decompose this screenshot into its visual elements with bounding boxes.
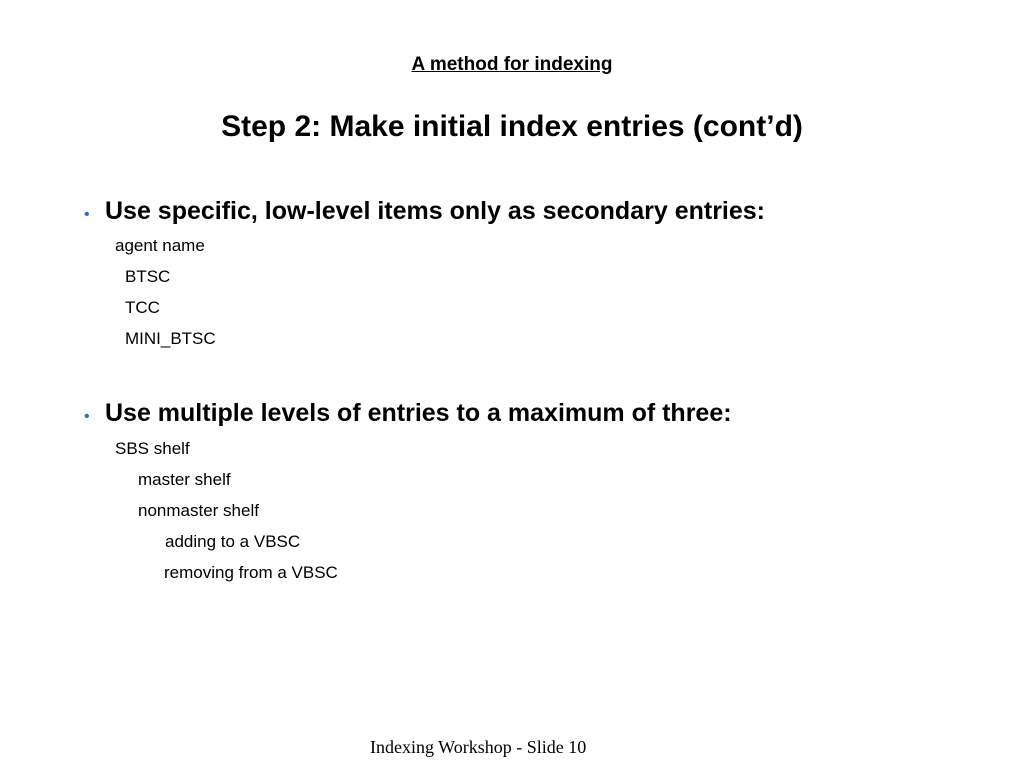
slide-kicker: A method for indexing	[411, 54, 613, 75]
entry-mini-btsc: MINI_BTSC	[125, 329, 216, 348]
bullet-2-text: Use multiple levels of entries to a maximum of three:	[105, 399, 732, 427]
slide-title: Step 2: Make initial index entries (cont’d)	[221, 110, 803, 143]
bullet-dot-icon: •	[84, 206, 90, 223]
entry-adding-to-vbsc: adding to a VBSC	[165, 532, 301, 551]
entry-nonmaster-shelf: nonmaster shelf	[138, 501, 259, 520]
entry-sbs-shelf: SBS shelf	[115, 439, 190, 458]
bullet-dot-icon: •	[84, 408, 90, 425]
slide-footer: Indexing Workshop - Slide 10	[370, 737, 587, 757]
bullet-1	[84, 196, 765, 230]
entry-agent-name: agent name	[115, 236, 205, 255]
entry-removing-from-vbsc: removing from a VBSC	[164, 563, 338, 582]
entry-master-shelf: master shelf	[138, 470, 231, 489]
entry-btsc: BTSC	[125, 267, 171, 286]
bullet-1-text: Use specific, low-level items only as secondary entries:	[105, 197, 765, 225]
bullet-2	[84, 398, 732, 432]
entry-tcc: TCC	[125, 298, 160, 317]
